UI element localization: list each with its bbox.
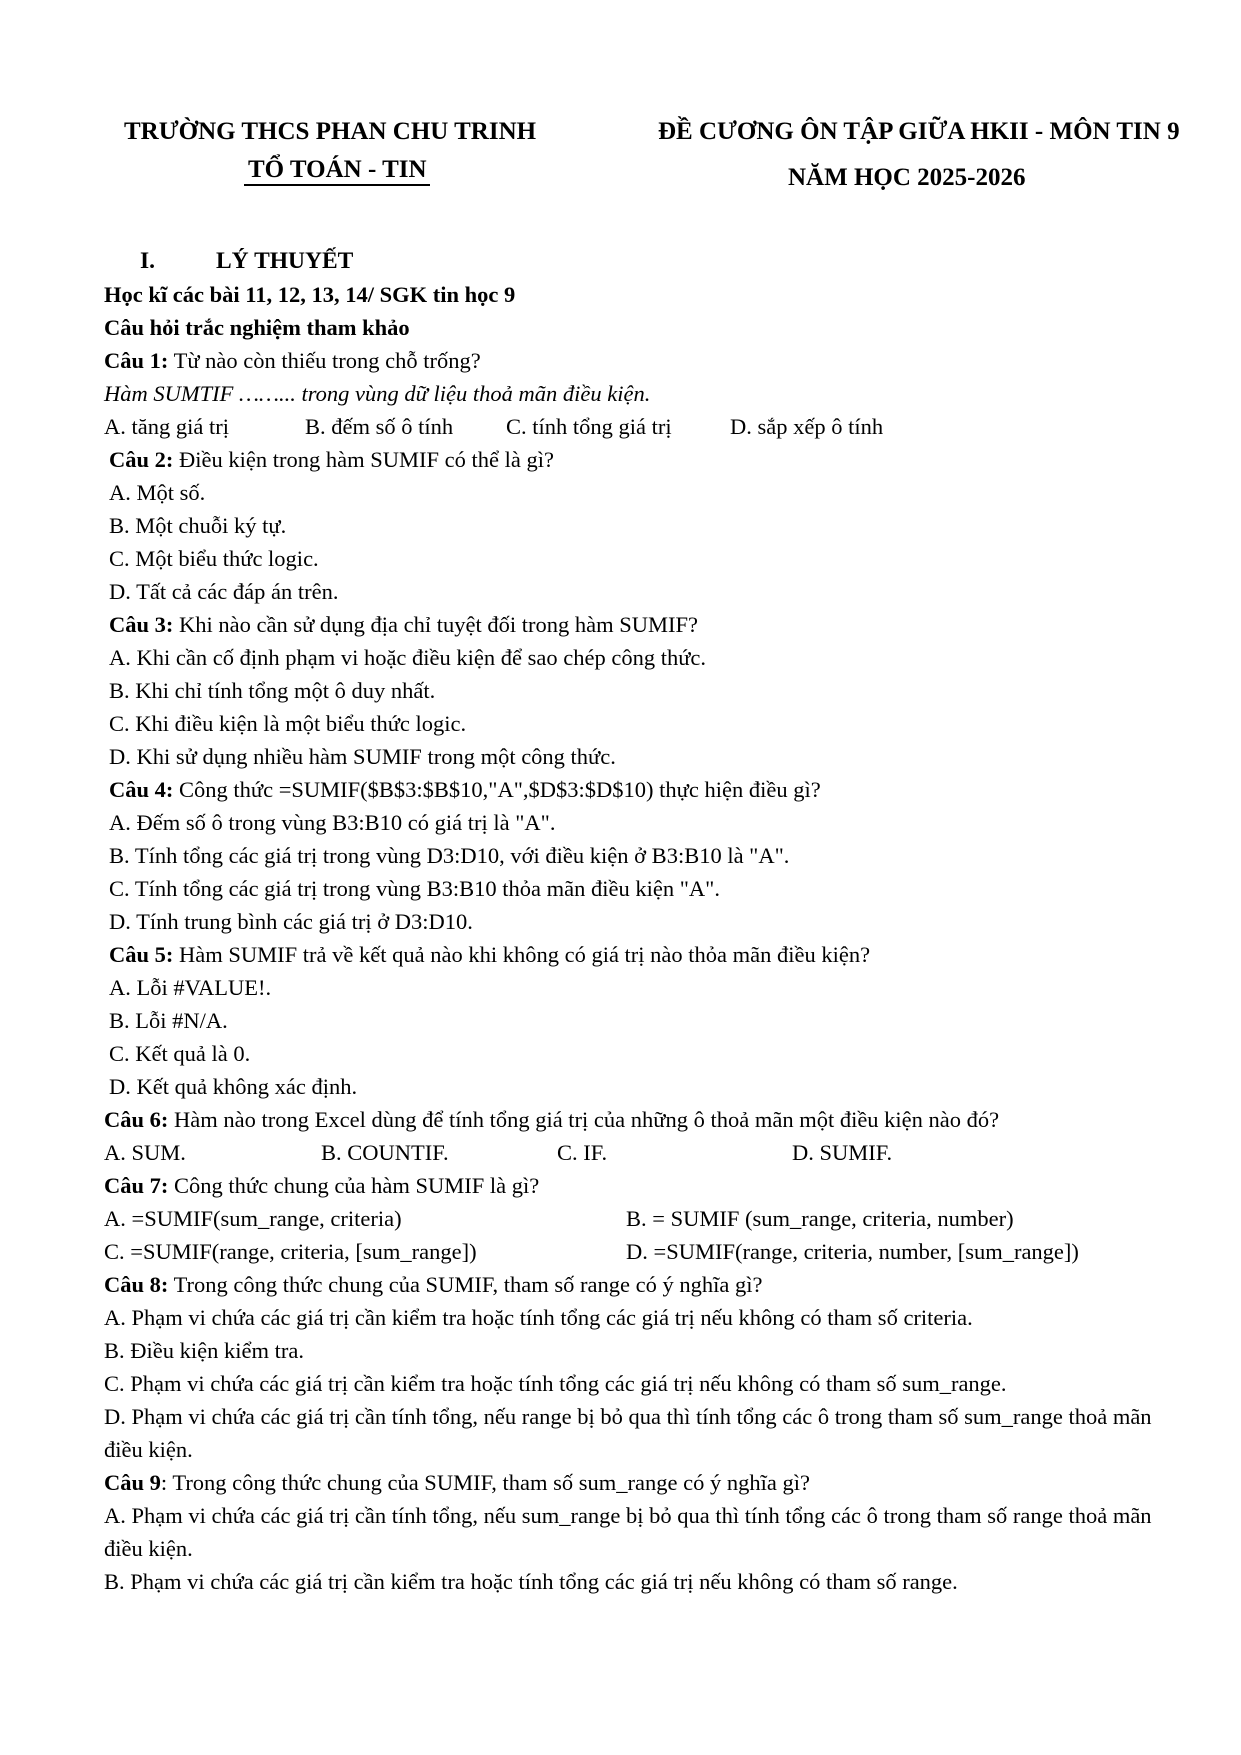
question-text: Công thức =SUMIF($B$3:$B$10,"A",$D$3:$D$10) thực hiện điều gì? (173, 777, 821, 802)
question-6 (104, 1103, 1184, 1136)
question-text: Khi nào cần sử dụng địa chỉ tuyệt đối trong hàm SUMIF? (173, 612, 699, 637)
option-d: D. Phạm vi chứa các giá trị cần tính tổng, nếu range bị bỏ qua thì tính tổng các ô trong tham số sum_range thoả mãn điều kiện. (104, 1404, 1152, 1462)
question-8 (104, 1268, 1184, 1301)
department-underline (244, 184, 430, 186)
option-d: D. Tất cả các đáp án trên. (109, 579, 339, 604)
question-label: Câu 1: (104, 348, 169, 373)
option-b: B. đếm số ô tính (305, 414, 454, 439)
question-1-prompt: Hàm SUMTIF ……... trong vùng dữ liệu thoả mãn điều kiện. (104, 381, 651, 406)
question-text: Hàm SUMIF trả về kết quả nào khi không có giá trị nào thỏa mãn điều kiện? (173, 942, 871, 967)
question-text: : Trong công thức chung của SUMIF, tham số sum_range có ý nghĩa gì? (160, 1470, 810, 1495)
option-c: C. Kết quả là 0. (109, 1041, 251, 1066)
question-4 (104, 773, 1184, 806)
school-name: TRƯỜNG THCS PHAN CHU TRINH (124, 118, 537, 145)
option-a: A. Phạm vi chứa các giá trị cần tính tổng, nếu sum_range bị bỏ qua thì tính tổng các ô trong tham số range thoả mãn điều kiện. (104, 1503, 1152, 1561)
option-a: A. Phạm vi chứa các giá trị cần kiểm tra hoặc tính tổng các giá trị nếu không có tham số criteria. (104, 1305, 973, 1330)
question-2 (104, 443, 1184, 476)
section-heading (104, 245, 1184, 278)
option-c: C. IF. (557, 1140, 608, 1165)
question-text: Trong công thức chung của SUMIF, tham số range có ý nghĩa gì? (168, 1272, 763, 1297)
option-c: C. Tính tổng các giá trị trong vùng B3:B10 thỏa mãn điều kiện "A". (109, 876, 720, 901)
question-label: Câu 8: (104, 1272, 169, 1297)
document-body (104, 245, 1184, 1598)
question-text: Hàm nào trong Excel dùng để tính tổng giá trị của những ô thoả mãn một điều kiện nào đó? (168, 1107, 1000, 1132)
option-b: B. COUNTIF. (321, 1140, 449, 1165)
question-text: Điều kiện trong hàm SUMIF có thể là gì? (173, 447, 554, 472)
question-1-options (104, 410, 1184, 443)
option-a: A. =SUMIF(sum_range, criteria) (104, 1206, 402, 1231)
question-5 (104, 938, 1184, 971)
option-b: B. = SUMIF (sum_range, criteria, number) (626, 1206, 1014, 1231)
option-d: D. Khi sử dụng nhiều hàm SUMIF trong một công thức. (109, 744, 616, 769)
questions-heading: Câu hỏi trắc nghiệm tham khảo (104, 315, 410, 340)
question-7-options-row-2 (104, 1235, 1184, 1268)
option-c: C. tính tổng giá trị (506, 414, 672, 439)
question-text: Công thức chung của hàm SUMIF là gì? (168, 1173, 540, 1198)
option-d: D. SUMIF. (792, 1140, 893, 1165)
option-b: B. Một chuỗi ký tự. (109, 513, 287, 538)
option-b: B. Điều kiện kiểm tra. (104, 1338, 304, 1363)
section-title: LÝ THUYẾT (216, 248, 354, 274)
question-label: Câu 3: (109, 612, 174, 637)
option-a: A. Lỗi #VALUE!. (109, 975, 272, 1000)
option-a: A. Đếm số ô trong vùng B3:B10 có giá trị là "A". (109, 810, 556, 835)
option-c: C. Một biểu thức logic. (109, 546, 319, 571)
question-label: Câu 9 (104, 1470, 161, 1495)
question-text: Từ nào còn thiếu trong chỗ trống? (168, 348, 481, 373)
option-b: B. Lỗi #N/A. (109, 1008, 228, 1033)
option-b: B. Phạm vi chứa các giá trị cần kiểm tra hoặc tính tổng các giá trị nếu không có tham số range. (104, 1569, 958, 1594)
question-1 (104, 344, 1184, 377)
option-d: D. Tính trung bình các giá trị ở D3:D10. (109, 909, 473, 934)
option-b: B. Tính tổng các giá trị trong vùng D3:D10, với điều kiện ở B3:B10 là "A". (109, 843, 790, 868)
option-d: D. Kết quả không xác định. (109, 1074, 358, 1099)
option-a: A. Khi cần cố định phạm vi hoặc điều kiện để sao chép công thức. (109, 645, 707, 670)
option-b: B. Khi chỉ tính tổng một ô duy nhất. (109, 678, 436, 703)
option-c: C. Phạm vi chứa các giá trị cần kiểm tra hoặc tính tổng các giá trị nếu không có tham số sum_range. (104, 1371, 1007, 1396)
question-label: Câu 2: (109, 447, 174, 472)
question-label: Câu 7: (104, 1173, 169, 1198)
school-year: NĂM HỌC 2025-2026 (788, 164, 1026, 191)
question-6-options (104, 1136, 1184, 1169)
study-note: Học kĩ các bài 11, 12, 13, 14/ SGK tin học 9 (104, 282, 516, 307)
option-d: D. =SUMIF(range, criteria, number, [sum_range]) (626, 1239, 1079, 1264)
section-number: I. (140, 248, 156, 274)
question-9 (104, 1466, 1184, 1499)
question-label: Câu 4: (109, 777, 174, 802)
department-name: TỔ TOÁN - TIN (248, 156, 427, 183)
option-c: C. =SUMIF(range, criteria, [sum_range]) (104, 1239, 477, 1264)
option-d: D. sắp xếp ô tính (730, 414, 884, 439)
question-7-options-row-1 (104, 1202, 1184, 1235)
question-3 (104, 608, 1184, 641)
option-c: C. Khi điều kiện là một biểu thức logic. (109, 711, 467, 736)
document-title: ĐỀ CƯƠNG ÔN TẬP GIỮA HKII - MÔN TIN 9 (658, 118, 1180, 145)
option-a: A. tăng giá trị (104, 414, 229, 439)
option-a: A. Một số. (109, 480, 206, 505)
option-a: A. SUM. (104, 1140, 186, 1165)
question-label: Câu 5: (109, 942, 174, 967)
question-label: Câu 6: (104, 1107, 169, 1132)
question-7 (104, 1169, 1184, 1202)
